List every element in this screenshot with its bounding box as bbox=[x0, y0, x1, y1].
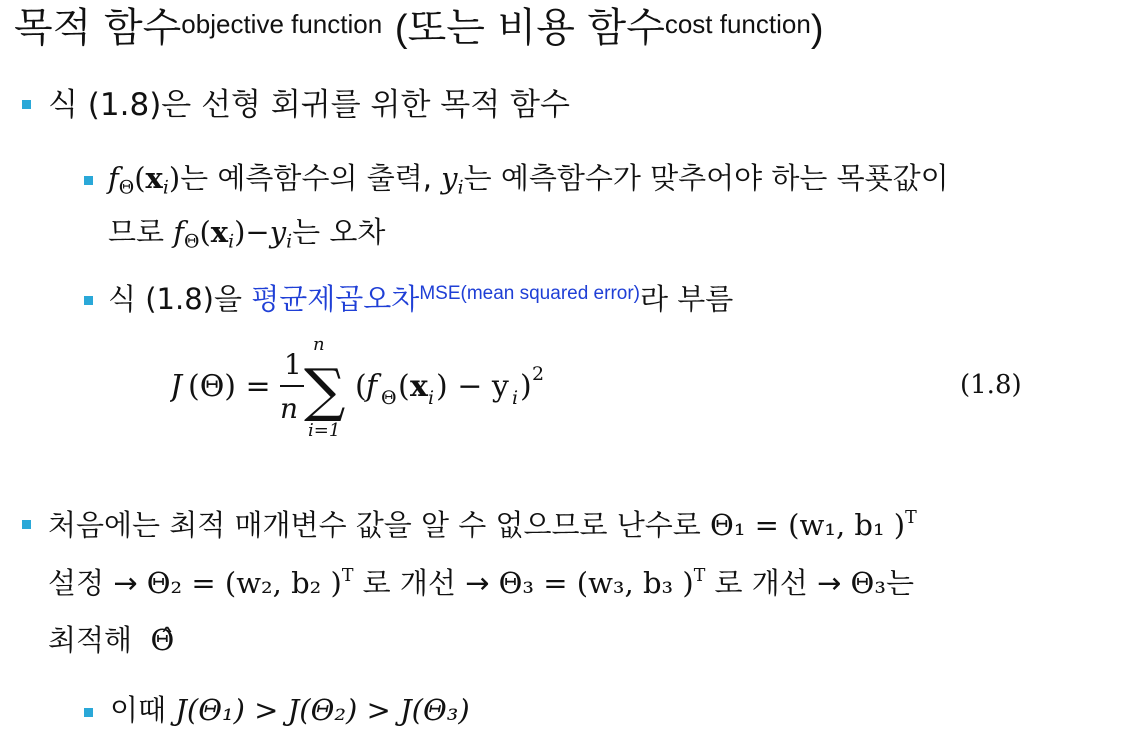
mse-term: 평균제곱오차 bbox=[251, 282, 420, 316]
eq-close: ) bbox=[520, 369, 532, 404]
eq-J: J bbox=[170, 369, 183, 404]
equation-mse bbox=[170, 328, 1030, 448]
sub-bullet-marker bbox=[84, 176, 93, 185]
eq-denominator: n bbox=[280, 392, 299, 425]
title-english-alt: cost function bbox=[664, 9, 811, 39]
title-open-paren: ( bbox=[394, 8, 408, 50]
theta-2: Θ₂ = (w₂, b₂ ) bbox=[146, 566, 342, 601]
theta-3: Θ₃ = (w₃, b₃ ) bbox=[498, 566, 694, 601]
eq-f: f bbox=[366, 369, 378, 404]
bullet-marker bbox=[22, 520, 31, 529]
sub-bullet-text-1b: 식 (1.8)을 평균제곱오차$^{MSE(mean squared error)}$라 부름 bbox=[108, 282, 734, 316]
sub-bullet-text-1a-cont: 므로 $f_\Theta(x_i)-y_i$는 오차 bbox=[108, 215, 386, 253]
inequality: J(Θ₁) > J(Θ₂) > J(Θ₃) bbox=[175, 693, 470, 727]
bullet-text-1: 식 (1.8)은 선형 회귀를 위한 목적 함수 bbox=[48, 87, 570, 123]
eq-theta-sub: Θ bbox=[381, 387, 397, 409]
eq-i: i bbox=[428, 387, 435, 409]
eq-sum-symbol: ∑ bbox=[304, 356, 346, 424]
bullet-marker bbox=[22, 100, 31, 109]
theta-1: Θ₁ = (w₁, b₁ ) bbox=[710, 508, 906, 543]
eq-sum-lower: i=1 bbox=[308, 420, 341, 441]
eq-numerator: 1 bbox=[284, 348, 302, 381]
title-korean: 목적 함수 bbox=[14, 5, 182, 51]
sub-bullet-text-1a: $f_\Theta(x_i)$는 예측함수의 출력, $y_i$는 예측함수가 맞추어야 하는 목푯값이 bbox=[108, 161, 949, 199]
eq-x: x bbox=[410, 369, 428, 404]
theta-hat: Θ̂ bbox=[150, 623, 175, 657]
eq-lhs: (Θ) = bbox=[188, 369, 271, 404]
sub-bullet-marker bbox=[84, 296, 93, 305]
title-korean-alt: 또는 비용 함수 bbox=[407, 5, 665, 51]
svg-text:i: i bbox=[512, 387, 519, 409]
bullet-text-2: 처음에는 최적 매개변수 값을 알 수 없으므로 난수로 Θ₁ = (w₁, b₁ )$^T$ bbox=[48, 508, 917, 543]
slide-title bbox=[14, 5, 824, 51]
svg-text:(: ( bbox=[398, 369, 410, 404]
sub-bullet-marker bbox=[84, 708, 93, 717]
eq-mid: ) − y bbox=[436, 369, 509, 404]
sub-bullet-text-2a: 이때 J(Θ₁) > J(Θ₂) > J(Θ₃) bbox=[110, 693, 470, 727]
bullet-text-2-end: 최적해 Θ̂ bbox=[48, 623, 175, 657]
mse-english: MSE(mean squared error) bbox=[419, 283, 641, 304]
title-english: objective function bbox=[181, 9, 383, 39]
equation-number: (1.8) bbox=[960, 370, 1022, 400]
eq-square: 2 bbox=[532, 363, 545, 385]
title-close-paren: ) bbox=[810, 8, 824, 50]
theta-3-final: Θ₃ bbox=[850, 566, 886, 601]
eq-open: ( bbox=[355, 369, 367, 404]
bullet-text-2-cont: 설정 → Θ₂ = (w₂, b₂ )$^T$ 로 개선 → Θ₃ = (w₃, b₃ )$^T$ 로 개선 → Θ₃는 bbox=[48, 566, 914, 601]
eq-sum-upper: n bbox=[313, 334, 325, 355]
